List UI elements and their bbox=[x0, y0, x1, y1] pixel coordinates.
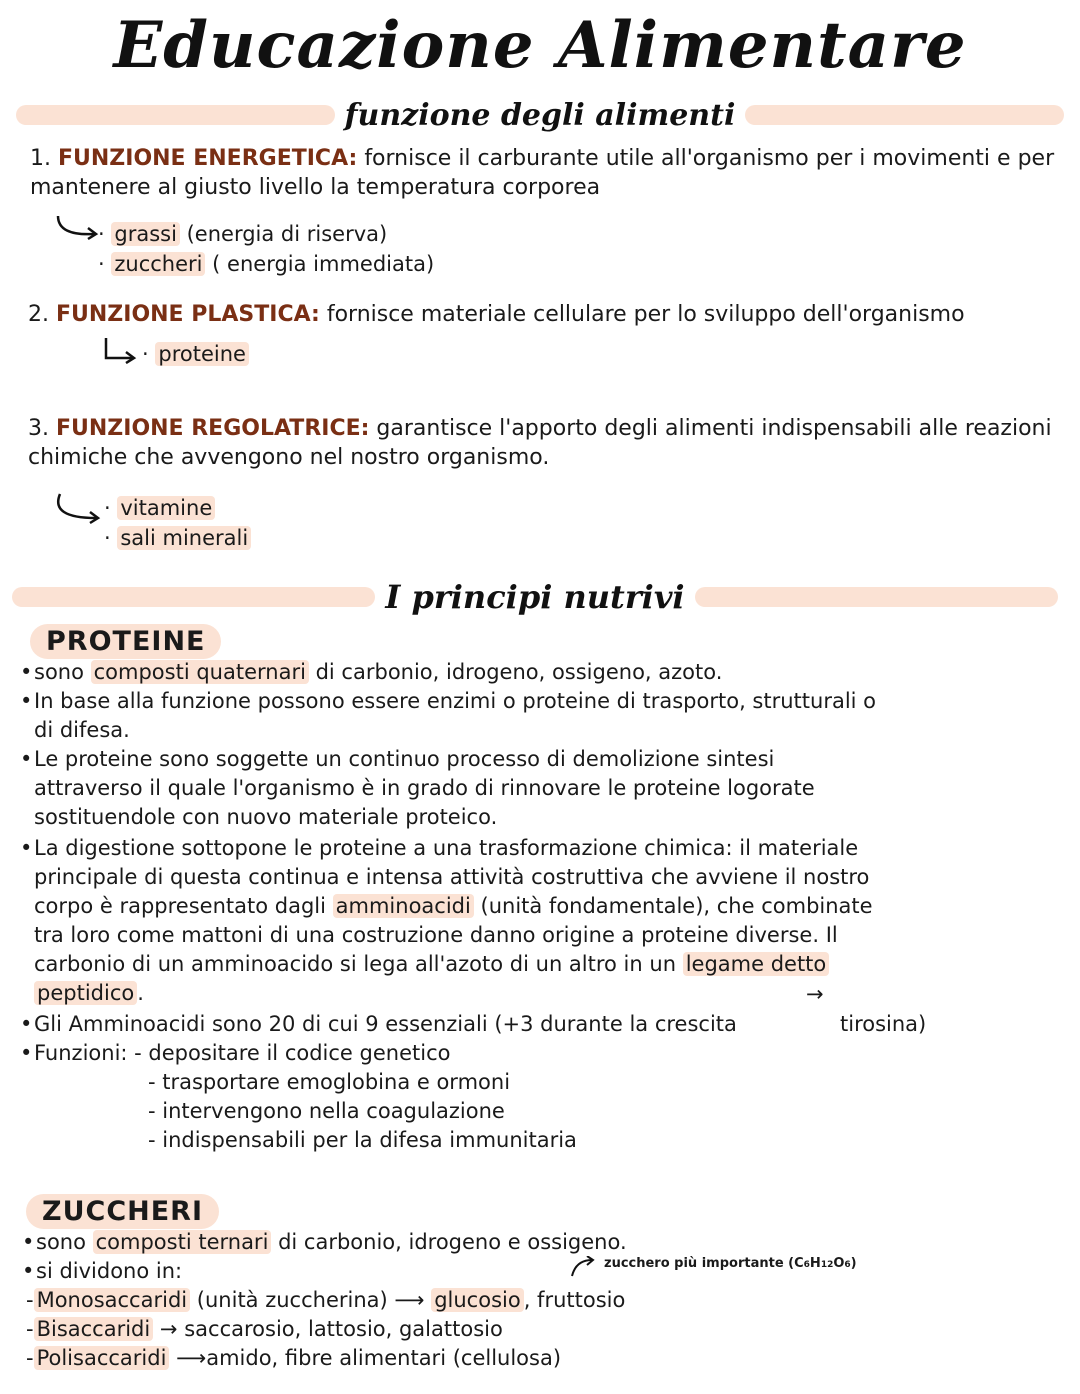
proteine-line-1: •sono composti quaternari di carbonio, idrogeno, ossigeno, azoto. bbox=[20, 660, 723, 684]
arrow-right-icon: → bbox=[159, 1317, 178, 1341]
sub-item-proteine: · proteine bbox=[142, 340, 249, 369]
zuccheri-line-1: •sono composti ternari di carbonio, idrogeno e ossigeno. bbox=[22, 1230, 627, 1254]
funzione-energetica-label: FUNZIONE ENERGETICA: bbox=[58, 146, 358, 171]
zuccheri-line-2: •si dividono in: bbox=[22, 1259, 183, 1283]
sub-item-zuccheri: · zuccheri ( energia immediata) bbox=[98, 252, 435, 276]
section-heading-principi: I principi nutrivi bbox=[385, 578, 685, 616]
proteine-line-3: di difesa. bbox=[34, 718, 130, 742]
proteine-line-9: corpo è rappresentato dagli amminoacidi (unità fondamentale), che combinate bbox=[34, 894, 873, 918]
zucchero-importante-note: zucchero più importante (C6H12O6) bbox=[604, 1256, 857, 1271]
curved-arrow-icon bbox=[102, 336, 142, 364]
funzione-plastica-block: 2. FUNZIONE PLASTICA: fornisce materiale cellulare per lo sviluppo dell'organismo bbox=[28, 302, 965, 327]
sub-item-sali-minerali: · sali minerali bbox=[104, 524, 251, 553]
proteine-line-13: •Gli Amminoacidi sono 20 di cui 9 essenziali (+3 durante la crescita bbox=[20, 1012, 737, 1036]
arrow-right-icon: ⟶ bbox=[394, 1288, 425, 1312]
curved-arrow-icon bbox=[50, 492, 106, 526]
bisaccaridi-line: - Bisaccaridi → saccarosio, lattosio, galattosio bbox=[26, 1317, 503, 1341]
arrow-right-icon: → bbox=[806, 982, 824, 1006]
proteine-label: PROTEINE bbox=[30, 624, 221, 659]
section-divider-funzione bbox=[16, 97, 1064, 133]
zuccheri-label: ZUCCHERI bbox=[26, 1194, 219, 1229]
sub-item-grassi: · grassi (energia di riserva) bbox=[98, 222, 388, 246]
curved-arrow-icon bbox=[54, 214, 104, 242]
proteine-line-11: carbonio di un amminoacido si lega all'azoto di un altro in un legame detto bbox=[34, 950, 829, 979]
proteine-line-17: - indispensabili per la difesa immunitaria bbox=[148, 1128, 577, 1152]
monosaccaridi-line: - Monosaccaridi (unità zuccherina) ⟶ glucosio , fruttosio bbox=[26, 1288, 626, 1312]
proteine-line-8: principale di questa continua e intensa attività costruttiva che avviene il nostro bbox=[34, 865, 870, 889]
proteine-line-4: •Le proteine sono soggette un continuo processo di demolizione sintesi bbox=[20, 747, 775, 771]
proteine-line-7: •La digestione sottopone le proteine a una trasformazione chimica: il materiale bbox=[20, 836, 859, 860]
proteine-line-10: tra loro come mattoni di una costruzione danno origine a proteine diverse. Il bbox=[34, 923, 838, 947]
proteine-line-16: - intervengono nella coagulazione bbox=[148, 1099, 505, 1123]
funzione-regolatrice-block: 3. FUNZIONE REGOLATRICE: garantisce l'apporto degli alimenti indispensabili alle reazioni chimiche che avvengono nel nostro organismo. bbox=[28, 416, 1052, 470]
proteine-line-14: •Funzioni: - depositare il codice genetico bbox=[20, 1041, 451, 1065]
curved-arrow-icon bbox=[568, 1256, 598, 1278]
polisaccaridi-line: - Polisaccaridi ⟶amido, fibre alimentari (cellulosa) bbox=[26, 1346, 562, 1370]
proteine-line-6: sostituendole con nuovo materiale proteico. bbox=[34, 805, 498, 829]
funzione-regolatrice-desc: garantisce l'apporto degli alimenti indispensabili alle reazioni chimiche che avvengono nel nostro organismo. bbox=[28, 416, 1052, 470]
tirosina-text: tirosina) bbox=[840, 1012, 927, 1036]
section-heading-funzione: funzione degli alimenti bbox=[344, 97, 736, 133]
funzione-regolatrice-label: FUNZIONE REGOLATRICE: bbox=[56, 416, 370, 441]
section-divider-principi bbox=[12, 578, 1058, 616]
funzione-energetica-block: 1. FUNZIONE ENERGETICA: fornisce il carburante utile all'organismo per i movimenti e per mantenere al giusto livello la temperatura corporea bbox=[30, 146, 1055, 200]
page-title: Educazione Alimentare bbox=[113, 8, 967, 83]
funzione-energetica-desc: fornisce il carburante utile all'organismo per i movimenti e per mantenere al giusto livello la temperatura corporea bbox=[30, 146, 1055, 200]
proteine-line-5: attraverso il quale l'organismo è in grado di rinnovare le proteine logorate bbox=[34, 776, 815, 800]
proteine-line-12: peptidico . bbox=[34, 979, 144, 1008]
funzione-plastica-desc: fornisce materiale cellulare per lo sviluppo dell'organismo bbox=[326, 302, 965, 327]
arrow-right-icon: ⟶ bbox=[176, 1346, 207, 1370]
proteine-line-15: - trasportare emoglobina e ormoni bbox=[148, 1070, 511, 1094]
proteine-line-2: •In base alla funzione possono essere enzimi o proteine di trasporto, strutturali o bbox=[20, 689, 877, 713]
sub-item-vitamine: · vitamine bbox=[104, 494, 215, 523]
funzione-plastica-label: FUNZIONE PLASTICA: bbox=[56, 302, 320, 327]
